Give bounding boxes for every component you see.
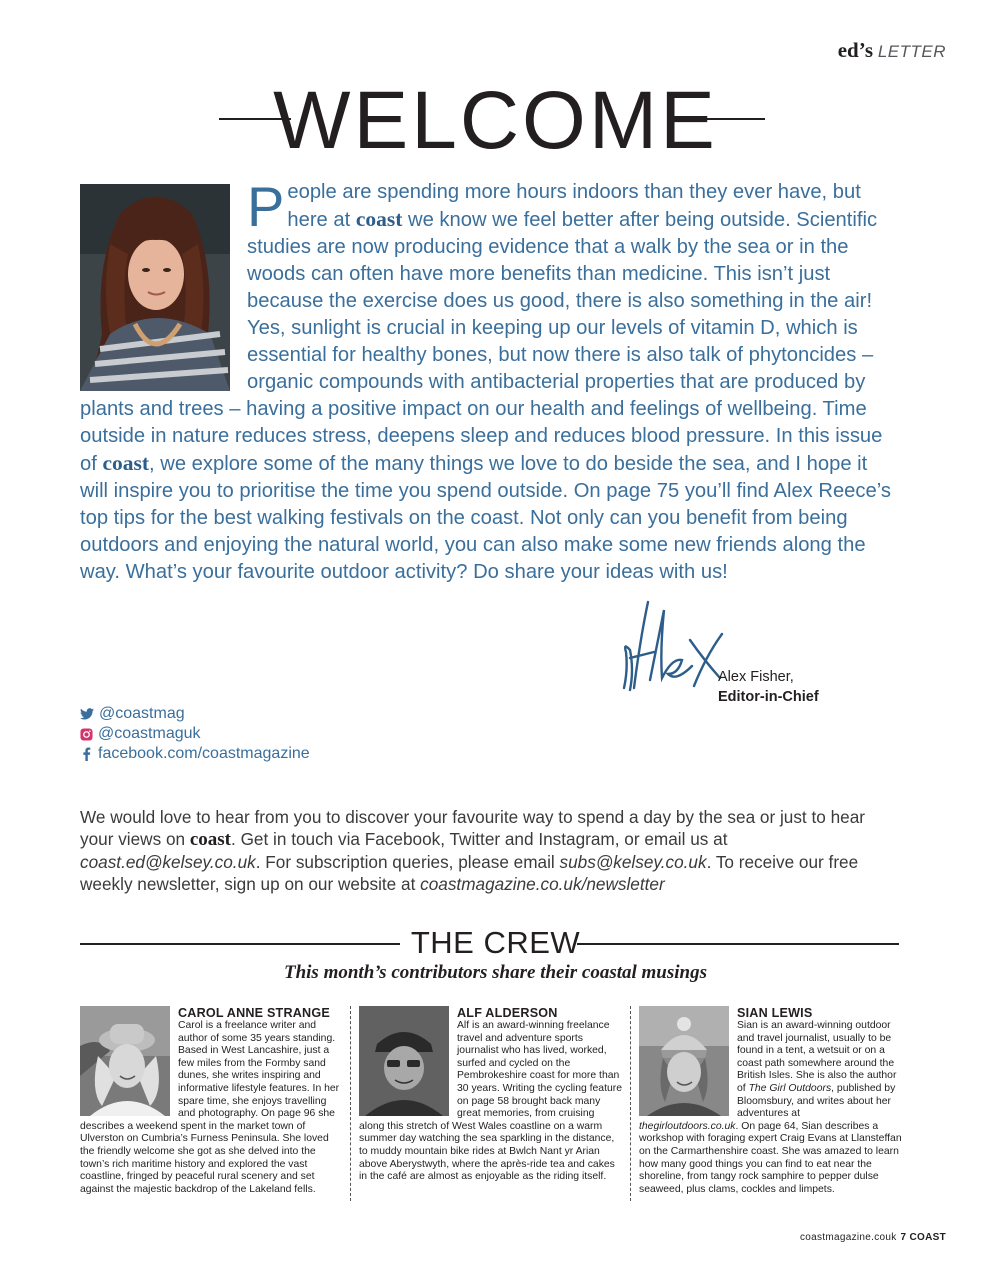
drop-cap: P — [247, 175, 285, 238]
social-links — [80, 704, 310, 764]
contributor-bio: Carol is a freelance writer and author of some 35 years standing. Based in West Lancashire, just a few miles from the Formby sand dunes, she writes inspiring and informative lifestyle features. In her spare time, she enjoys travelling and photography. On page 96 she describes a weekend spent in the market town of Ulverston on Cumbria’s Furness Peninsula. She loved the friendly welcome she got as she delved into the town’s rich maritime history and explored the vast coastline, fringed by peaceful rural scenery and set against the majestic backdrop of the Lakeland fells. — [80, 1020, 340, 1195]
twitter-handle: @coastmag — [99, 705, 185, 722]
intro-part-3: , we explore some of the many things we love to do beside the sea, and I hope it will inspire you to prioritise the time you spend outside. On page 75 you’ll find Alex Reece’s top tips for the best walking festivals on the coast. Not only can you benefit from being outdoors and enjoying the natural world, you can also make some new friends along the way. What’s your favourite outdoor activity? Do share your ideas with us! — [80, 453, 891, 583]
newsletter-url[interactable]: coastmagazine.co.uk/newsletter — [420, 874, 665, 894]
contact-text: . To receive our free weekly newsletter, sign up on our website at — [80, 852, 859, 894]
folio-page: 7 COAST — [900, 1232, 946, 1243]
intro-text — [80, 175, 900, 586]
contact-text: . Get in touch via Facebook, Twitter and Instagram, or email us at — [231, 829, 728, 849]
contributor-card — [359, 1006, 622, 1184]
subscription-email[interactable]: subs@kelsey.co.uk — [559, 852, 707, 872]
instagram-icon — [80, 728, 93, 741]
crew-title: THE CREW — [410, 925, 581, 960]
contributor-photo — [639, 1006, 729, 1116]
section-label-light: LETTER — [877, 42, 946, 61]
section-label-bold: ed’s — [837, 38, 874, 62]
twitter-icon — [80, 708, 94, 720]
brand-name: coast — [102, 451, 150, 475]
column-divider — [350, 1006, 351, 1201]
intro-part-2: we know we feel better after being outside. Scientific studies are now producing evidence that a walk by the sea or in the woods can often have more benefits than medicine. This isn’t just because the exercise does us good, there is also something in the air! Yes, sunlight is crucial in keeping up our levels of vitamin D, which is essential for healthy bones, but now there is also talk of phytoncides – organic compounds with antibacterial properties that are produced by plants and trees – having a positive impact on our health and feelings of wellbeing. Time outside in nature reduces stress, deepens sleep and reduces blood pressure. In this issue of — [80, 209, 883, 475]
crew-subtitle: This month’s contributors share their coastal musings — [283, 962, 708, 983]
photo-spacer — [80, 179, 247, 395]
contributor-bio: Alf is an award-winning freelance travel and adventure sports journalist who has lived, worked, surfed and cycled on the Pembrokeshire coast for more than 30 years. Writing the cycling feature on page 58 brought back many great memories, from cruising along this stretch of West Wales coastline on a warm summer day watching the sea sparkling in the distance, to muddy mountain bike rides at Bwlch Nant yr Arian above Aberystwyth, where the après-ride tea and cakes in the café are almost as enjoyable as the riding itself. — [359, 1020, 622, 1183]
brand-name: coast — [355, 207, 403, 231]
contributor-bio: . On page 64, Sian describes a workshop with foraging expert Craig Evans at Llansteffan on the Carmarthenshire coast. She was amazed to learn how many good things you can find to eat near the shoreline, from tangy rock samphire to pepper dulse seaweed, plus clams, cockles and limpets. — [639, 1120, 902, 1195]
editor-role: Editor-in-Chief — [718, 689, 819, 705]
contact-text: We would love to hear from you to discover your favourite way to spend a day by the sea or just to hear your views on — [80, 807, 865, 849]
contributor-name: SIAN LEWIS — [737, 1006, 813, 1020]
contributor-name: ALF ALDERSON — [457, 1006, 558, 1020]
facebook-icon — [80, 747, 93, 761]
facebook-link[interactable] — [80, 744, 310, 764]
folio-site: coastmagazine.couk — [799, 1232, 897, 1243]
signature-text — [718, 667, 819, 707]
contributor-bio: , published by Bloomsbury, and writes about her adventures at — [737, 1082, 896, 1120]
contributor-card — [639, 1006, 902, 1196]
page-folio — [800, 1232, 946, 1243]
instagram-link[interactable] — [80, 724, 310, 744]
contributor-website[interactable]: thegirloutdoors.co.uk — [639, 1120, 736, 1132]
contact-paragraph — [80, 806, 900, 895]
contributor-photo — [359, 1006, 449, 1116]
page-title: WELCOME — [273, 75, 718, 166]
intro-part-1: eople are spending more hours indoors than they ever have, but here at — [287, 181, 861, 231]
contributor-bio: Sian is an award-winning outdoor and travel journalist, usually to be found in a tent, a wetsuit or on a coast path somewhere around the British Isles. She is also the author of — [737, 1020, 897, 1094]
brand-name: coast — [189, 829, 232, 850]
contributor-photo — [80, 1006, 170, 1116]
facebook-url: facebook.com/coastmagazine — [98, 745, 310, 762]
section-label — [838, 38, 946, 63]
contributor-card — [80, 1006, 343, 1196]
contributor-name: CAROL ANNE STRANGE — [178, 1006, 330, 1020]
contact-text: . For subscription queries, please email — [255, 852, 560, 872]
editor-name: Alex Fisher, — [718, 669, 794, 685]
editor-signature — [620, 600, 730, 692]
book-title: The Girl Outdoors — [748, 1082, 832, 1094]
twitter-link[interactable] — [80, 704, 310, 724]
editorial-email[interactable]: coast.ed@kelsey.co.uk — [80, 852, 256, 872]
column-divider — [630, 1006, 631, 1201]
instagram-handle: @coastmaguk — [98, 725, 201, 742]
